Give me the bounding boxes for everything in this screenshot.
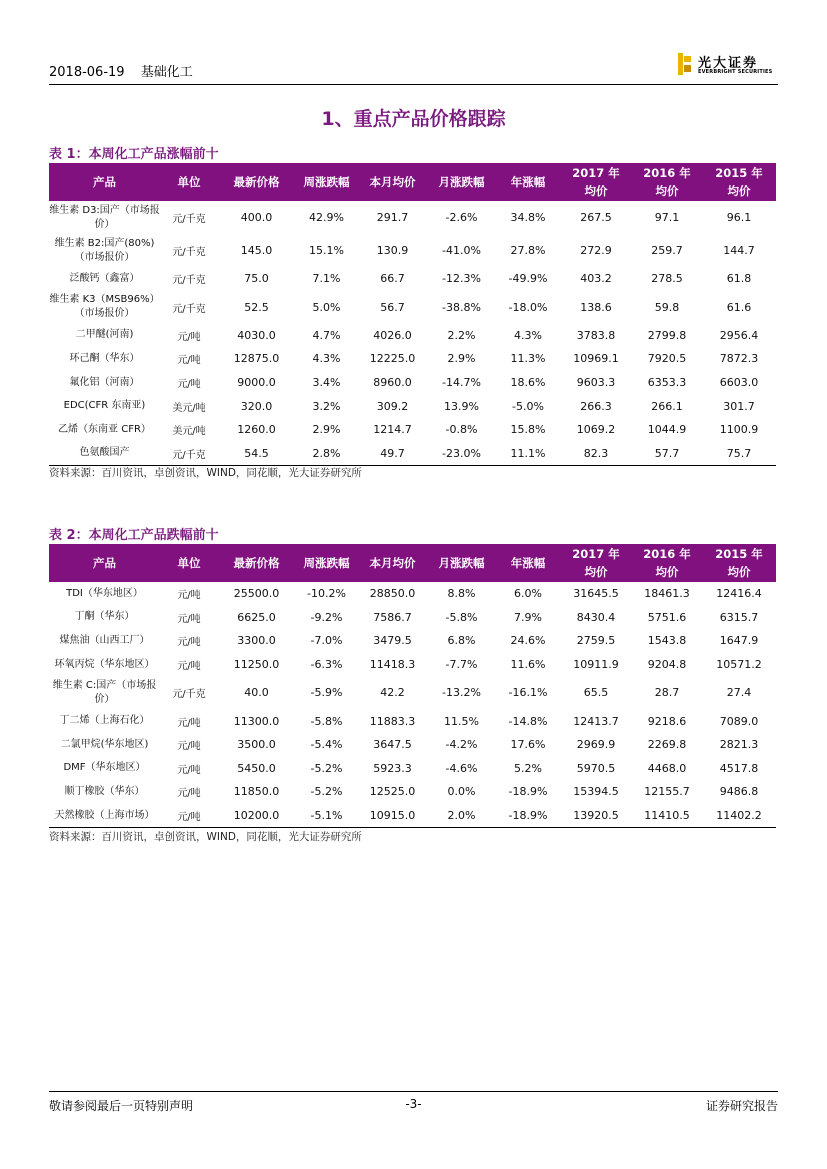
page-header: [49, 50, 778, 85]
unit-cell: 元/吨: [160, 804, 218, 828]
value-cell: 59.8: [654, 300, 680, 314]
table-row: [49, 653, 776, 677]
value-cell: 1214.7: [373, 423, 412, 437]
value-cell: 1543.8: [647, 634, 687, 648]
industry-name: 基础化工: [140, 65, 193, 80]
value-cell: 403.2: [580, 272, 612, 286]
table-row: [49, 267, 776, 291]
value-cell: 11.3%: [510, 352, 546, 366]
value-cell: -12.3%: [442, 272, 481, 286]
value-cell: 291.7: [376, 211, 409, 224]
value-cell: 267.5: [580, 211, 612, 224]
product-name-cell: 氟化铝（河南）: [69, 376, 140, 388]
value-cell: 2799.8: [647, 328, 687, 342]
value-cell: 75.7: [702, 442, 776, 466]
unit-cell: 元/千克: [172, 247, 206, 258]
product-name-cell: 煤焦油（山西工厂）: [59, 634, 150, 646]
value-cell: 6315.7: [719, 610, 759, 624]
value-cell: -16.1%: [508, 686, 548, 700]
value-cell: 3479.5: [373, 634, 412, 648]
unit-cell: 元/千克: [172, 689, 206, 701]
value-cell: -18.9%: [496, 804, 560, 828]
unit-cell: 元/吨: [177, 590, 201, 602]
value-cell: 25500.0: [233, 587, 280, 601]
table-header-row: [49, 163, 776, 201]
value-cell: 96.1: [726, 211, 752, 224]
value-cell: 7.1%: [312, 272, 341, 286]
value-cell: 7586.7: [373, 610, 412, 624]
value-cell: 5751.6: [647, 610, 687, 624]
column-header: 最新价格: [218, 544, 295, 582]
value-cell: 5970.5: [576, 761, 616, 775]
table-row: [49, 201, 776, 234]
value-cell: 28.7: [654, 686, 680, 700]
column-header: 月涨跌幅: [427, 544, 496, 582]
value-cell: 15.1%: [309, 244, 344, 257]
value-cell: 11.5%: [444, 714, 479, 728]
value-cell: 4.3%: [312, 352, 341, 366]
value-cell: 7872.3: [719, 352, 759, 366]
table-row: [49, 582, 776, 606]
value-cell: 5923.3: [373, 761, 412, 775]
value-cell: 2269.8: [647, 738, 687, 752]
value-cell: -7.7%: [445, 658, 478, 672]
value-cell: 42.2: [380, 686, 405, 700]
table-row: [49, 606, 776, 630]
value-cell: 82.3: [560, 442, 632, 466]
company-logo: [678, 52, 778, 78]
section-title: 1、重点产品价格跟踪: [321, 108, 506, 130]
value-cell: 6603.0: [719, 376, 759, 390]
product-name-cell: 乙烯（东南亚 CFR）: [58, 423, 151, 435]
value-cell: 28850.0: [369, 587, 416, 601]
table-row: [49, 371, 776, 395]
value-cell: 61.8: [726, 272, 752, 286]
logo-english-text: EVERBRIGHT SECURITIES: [698, 69, 773, 75]
value-cell: -38.8%: [442, 300, 481, 314]
table-row: [49, 676, 776, 709]
product-name-cell: 环己酮（华东）: [69, 352, 140, 364]
value-cell: 10200.0: [218, 804, 295, 828]
unit-cell: 元/吨: [177, 764, 201, 776]
column-header: 单位: [160, 544, 218, 582]
unit-cell: 美元/吨: [172, 426, 206, 438]
value-cell: 52.5: [244, 300, 269, 314]
table-row: [49, 709, 776, 733]
unit-cell: 元/吨: [177, 613, 201, 625]
value-cell: 138.6: [580, 300, 612, 314]
value-cell: 24.6%: [510, 634, 546, 648]
table-row: [49, 804, 776, 828]
column-header: 单位: [160, 163, 218, 201]
value-cell: 15.8%: [510, 423, 546, 437]
product-name-cell: TDI（华东地区）: [66, 587, 143, 599]
value-cell: 400.0: [240, 211, 273, 224]
value-cell: 2.8%: [295, 442, 358, 466]
product-name-cell: 色氨酸国产: [49, 442, 160, 466]
value-cell: 8430.4: [576, 610, 616, 624]
value-cell: 2.2%: [447, 328, 476, 342]
column-header: 年涨幅: [496, 163, 560, 201]
value-cell: 259.7: [651, 244, 683, 257]
value-cell: 9486.8: [719, 785, 759, 799]
table1-source: 资料来源：百川资讯，卓创资讯，WIND，同花顺，光大证券研究所: [49, 467, 362, 479]
value-cell: -5.1%: [295, 804, 358, 828]
value-cell: 4026.0: [373, 328, 412, 342]
value-cell: -5.4%: [310, 738, 343, 752]
product-name-cell: DMF（华东地区）: [63, 762, 146, 774]
table-row: [49, 442, 776, 466]
page-footer: [49, 1091, 778, 1122]
table-row: [49, 418, 776, 442]
value-cell: 6.0%: [514, 587, 542, 601]
value-cell: 9218.6: [647, 714, 687, 728]
value-cell: 4517.8: [719, 761, 759, 775]
value-cell: 4.3%: [514, 328, 542, 342]
value-cell: 130.9: [376, 244, 409, 257]
value-cell: 17.6%: [510, 738, 546, 752]
value-cell: 6.8%: [447, 634, 476, 648]
column-header: 最新价格: [218, 163, 295, 201]
product-name-cell: 泛酸钙（鑫富）: [69, 272, 140, 284]
value-cell: 5.0%: [312, 300, 341, 314]
table-row: [49, 324, 776, 348]
value-cell: 10571.2: [716, 658, 762, 672]
product-name-cell: 天然橡胶（上海市场）: [49, 804, 160, 828]
value-cell: 8960.0: [373, 376, 412, 390]
value-cell: 4030.0: [237, 328, 276, 342]
value-cell: 11300.0: [233, 714, 280, 728]
value-cell: -41.0%: [442, 244, 481, 257]
value-cell: 11418.3: [369, 658, 416, 672]
value-cell: 12525.0: [369, 785, 416, 799]
value-cell: -14.8%: [508, 714, 548, 728]
value-cell: 144.7: [723, 244, 755, 257]
column-header: 2017 年 均价: [560, 544, 632, 582]
value-cell: 4.7%: [312, 328, 341, 342]
unit-cell: 元/吨: [177, 637, 201, 649]
value-cell: 7089.0: [719, 714, 759, 728]
table-header-row: [49, 544, 776, 582]
value-cell: 56.7: [380, 300, 405, 314]
value-cell: 301.7: [723, 399, 755, 413]
column-header: 2015 年 均价: [702, 163, 776, 201]
value-cell: 7920.5: [647, 352, 687, 366]
table-row: [49, 234, 776, 267]
unit-cell: 美元/吨: [172, 402, 206, 414]
value-cell: 1647.9: [719, 634, 759, 648]
value-cell: 27.4: [726, 686, 752, 700]
column-header: 2017 年 均价: [560, 163, 632, 201]
value-cell: -49.9%: [508, 272, 548, 286]
value-cell: 49.7: [358, 442, 427, 466]
value-cell: 266.1: [651, 399, 683, 413]
unit-cell: 元/吨: [177, 661, 201, 673]
value-cell: -5.9%: [310, 686, 343, 700]
value-cell: 1069.2: [576, 423, 616, 437]
value-cell: 2.0%: [427, 804, 496, 828]
value-cell: 1044.9: [647, 423, 687, 437]
table-row: [49, 291, 776, 324]
value-cell: 3500.0: [237, 738, 276, 752]
table-row: [49, 733, 776, 757]
value-cell: -13.2%: [442, 686, 481, 700]
value-cell: 66.7: [380, 272, 405, 286]
value-cell: -4.6%: [445, 761, 478, 775]
value-cell: 2969.9: [576, 738, 616, 752]
table2-source: 资料来源：百川资讯，卓创资讯，WIND，同花顺，光大证券研究所: [49, 831, 362, 843]
value-cell: 18461.3: [644, 587, 690, 601]
value-cell: 11883.3: [369, 714, 416, 728]
value-cell: 6353.3: [647, 376, 687, 390]
value-cell: 12413.7: [573, 714, 619, 728]
unit-cell: 元/千克: [160, 442, 218, 466]
value-cell: -5.8%: [445, 610, 478, 624]
page-number: -3-: [405, 1097, 422, 1111]
product-name-cell: 二甲醚(河南): [75, 329, 134, 341]
unit-cell: 元/吨: [177, 788, 201, 800]
value-cell: -2.6%: [445, 211, 478, 224]
unit-cell: 元/千克: [172, 214, 206, 225]
value-cell: 11402.2: [702, 804, 776, 828]
value-cell: 13920.5: [560, 804, 632, 828]
value-cell: 40.0: [244, 686, 269, 700]
product-name-cell: 维生素 C:国产（市场报价）: [52, 679, 157, 705]
column-header: 2016 年 均价: [632, 163, 702, 201]
column-header: 产品: [49, 163, 160, 201]
column-header: 2016 年 均价: [632, 544, 702, 582]
value-cell: 5450.0: [237, 761, 276, 775]
value-cell: 2.9%: [312, 423, 341, 437]
value-cell: -6.3%: [310, 658, 343, 672]
value-cell: -5.8%: [310, 714, 343, 728]
value-cell: -5.2%: [310, 761, 343, 775]
footer-report-type: 证券研究报告: [705, 1099, 778, 1113]
value-cell: 10915.0: [358, 804, 427, 828]
value-cell: 1260.0: [237, 423, 276, 437]
value-cell: 320.0: [240, 399, 273, 413]
value-cell: -5.0%: [512, 399, 544, 413]
product-name-cell: 顺丁橡胶（华东）: [64, 785, 145, 797]
value-cell: 145.0: [240, 244, 273, 257]
table2-price-decliners: [49, 544, 776, 828]
value-cell: 1100.9: [719, 423, 759, 437]
column-header: 月涨跌幅: [427, 163, 496, 201]
value-cell: 12875.0: [233, 352, 280, 366]
value-cell: 8.8%: [447, 587, 476, 601]
header-info: [49, 61, 205, 80]
value-cell: 10969.1: [573, 352, 619, 366]
value-cell: -7.0%: [310, 634, 343, 648]
report-date: 2018-06-19: [49, 65, 125, 80]
value-cell: 42.9%: [309, 211, 344, 224]
unit-cell: 元/吨: [177, 717, 201, 729]
unit-cell: 元/千克: [172, 275, 206, 287]
product-name-cell: 丁二烯（上海石化）: [59, 715, 150, 727]
value-cell: 34.8%: [510, 211, 546, 224]
product-name-cell: 维生素 B2:国产(80%)（市场报价）: [54, 237, 155, 263]
value-cell: 2956.4: [719, 328, 759, 342]
value-cell: 7.9%: [514, 610, 542, 624]
product-name-cell: 维生素 D3:国产（市场报价）: [49, 204, 160, 230]
table2-caption: 表 2：本周化工产品跌幅前十: [49, 528, 219, 543]
table1-price-gainers: [49, 163, 776, 466]
value-cell: -10.2%: [307, 587, 346, 601]
column-header: 本月均价: [358, 163, 427, 201]
value-cell: -14.7%: [442, 376, 481, 390]
unit-cell: 元/吨: [177, 741, 201, 753]
value-cell: 18.6%: [510, 376, 546, 390]
table-row: [49, 394, 776, 418]
value-cell: 3300.0: [237, 634, 276, 648]
value-cell: 12416.4: [716, 587, 762, 601]
table-row: [49, 629, 776, 653]
value-cell: 57.7: [632, 442, 702, 466]
value-cell: -0.8%: [445, 423, 478, 437]
product-name-cell: EDC(CFR 东南亚): [63, 400, 146, 412]
table-row: [49, 780, 776, 804]
value-cell: -4.2%: [445, 738, 478, 752]
value-cell: 61.6: [726, 300, 752, 314]
value-cell: 11.1%: [496, 442, 560, 466]
product-name-cell: 丁酮（华东）: [74, 611, 135, 623]
value-cell: 3647.5: [373, 738, 412, 752]
value-cell: 2.9%: [447, 352, 476, 366]
value-cell: 0.0%: [447, 785, 476, 799]
value-cell: 9204.8: [647, 658, 687, 672]
column-header: 年涨幅: [496, 544, 560, 582]
value-cell: 97.1: [654, 211, 680, 224]
footer-disclaimer: 敬请参阅最后一页特别声明: [49, 1099, 194, 1113]
value-cell: 11.6%: [510, 658, 546, 672]
column-header: 周涨跌幅: [295, 163, 358, 201]
value-cell: 75.0: [244, 272, 269, 286]
column-header: 本月均价: [358, 544, 427, 582]
product-name-cell: 环氧丙烷（华东地区）: [54, 658, 155, 670]
value-cell: 4468.0: [647, 761, 687, 775]
value-cell: -18.0%: [508, 300, 548, 314]
value-cell: -5.2%: [310, 785, 343, 799]
value-cell: 31645.5: [573, 587, 619, 601]
unit-cell: 元/吨: [177, 379, 201, 391]
value-cell: -18.9%: [508, 785, 548, 799]
unit-cell: 元/吨: [177, 355, 201, 367]
logo-mark-icon: [678, 53, 692, 75]
value-cell: 278.5: [651, 272, 683, 286]
value-cell: 5.2%: [514, 761, 542, 775]
unit-cell: 元/吨: [177, 331, 201, 343]
value-cell: -23.0%: [427, 442, 496, 466]
value-cell: 11850.0: [233, 785, 280, 799]
value-cell: 11410.5: [632, 804, 702, 828]
value-cell: 6625.0: [237, 610, 276, 624]
column-header: 产品: [49, 544, 160, 582]
product-name-cell: 二氯甲烷(华东地区): [60, 738, 149, 750]
value-cell: 3.4%: [312, 376, 341, 390]
value-cell: 27.8%: [510, 244, 546, 257]
value-cell: 10911.9: [573, 658, 619, 672]
value-cell: -9.2%: [310, 610, 343, 624]
column-header: 2015 年 均价: [702, 544, 776, 582]
value-cell: 3.2%: [312, 399, 341, 413]
value-cell: 12225.0: [369, 352, 416, 366]
table-row: [49, 347, 776, 371]
column-header: 周涨跌幅: [295, 544, 358, 582]
value-cell: 3783.8: [576, 328, 616, 342]
value-cell: 9603.3: [576, 376, 616, 390]
value-cell: 13.9%: [444, 399, 479, 413]
value-cell: 15394.5: [573, 785, 619, 799]
logo-chinese-text: 光大证券: [698, 56, 759, 71]
value-cell: 54.5: [218, 442, 295, 466]
value-cell: 266.3: [580, 399, 612, 413]
value-cell: 2821.3: [719, 738, 759, 752]
value-cell: 65.5: [583, 686, 609, 700]
value-cell: 12155.7: [644, 785, 690, 799]
product-name-cell: 维生素 K3（MSB96%）（市场报价）: [49, 294, 160, 320]
table1-caption: 表 1：本周化工产品涨幅前十: [49, 147, 219, 162]
table-row: [49, 757, 776, 781]
value-cell: 11250.0: [233, 658, 280, 672]
value-cell: 2759.5: [576, 634, 616, 648]
value-cell: 9000.0: [237, 376, 276, 390]
unit-cell: 元/千克: [172, 303, 206, 315]
value-cell: 309.2: [376, 399, 409, 413]
value-cell: 272.9: [580, 244, 612, 257]
